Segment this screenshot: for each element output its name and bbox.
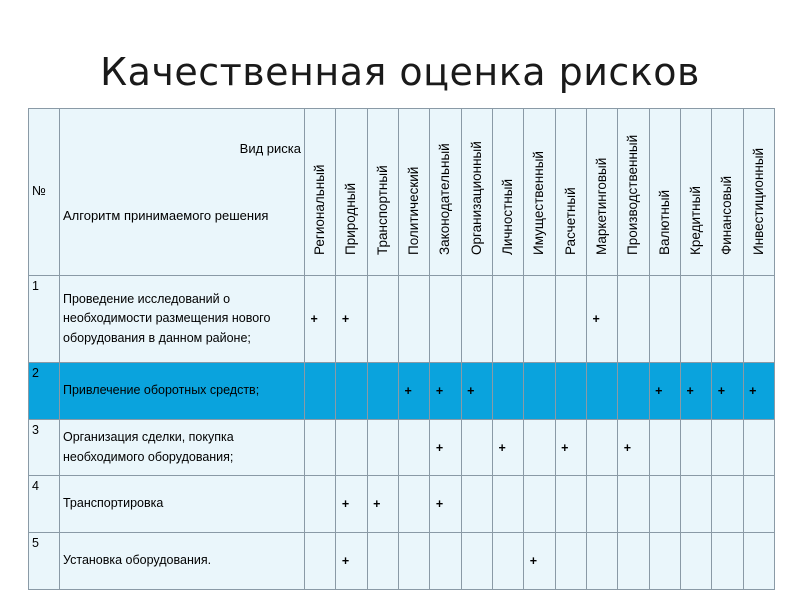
- risk-type-label: Транспортный: [374, 165, 390, 255]
- table-row: [29, 476, 775, 533]
- risk-type-label: Законодательный: [437, 143, 453, 255]
- risk-mark-cell: [586, 533, 617, 590]
- risk-mark: +: [529, 554, 538, 568]
- risk-type-label: Имущественный: [531, 151, 547, 255]
- header-column-8: [524, 109, 555, 276]
- risk-mark-cell: [743, 276, 774, 363]
- row-number: 4: [29, 476, 60, 533]
- risk-mark-cell: [649, 420, 680, 476]
- row-number: 3: [29, 420, 60, 476]
- risk-mark: +: [404, 384, 412, 398]
- risk-mark-cell: [618, 363, 649, 420]
- risk-mark-cell: [367, 420, 398, 476]
- header-num-label: №: [32, 183, 46, 198]
- risk-mark-cell: [618, 420, 649, 476]
- risk-mark-cell: [618, 533, 649, 590]
- header-column-12: [649, 109, 680, 276]
- risk-mark-cell: [305, 363, 336, 420]
- risk-mark-cell: [492, 476, 523, 533]
- risk-mark: +: [561, 440, 569, 455]
- header-num-cell: [29, 109, 60, 276]
- risk-mark-cell: [305, 533, 336, 590]
- risk-mark: +: [717, 384, 726, 398]
- risk-mark-cell: [524, 420, 555, 476]
- risk-mark-cell: [461, 420, 492, 476]
- risk-mark-cell: [461, 533, 492, 590]
- header-algorithm-cell: [60, 109, 305, 276]
- risk-mark: +: [341, 497, 350, 511]
- risk-mark: +: [373, 497, 381, 511]
- risk-mark-cell: [743, 363, 774, 420]
- risk-mark-cell: [586, 420, 617, 476]
- risk-mark-cell: [461, 476, 492, 533]
- risk-mark: +: [435, 384, 444, 398]
- risk-mark-cell: [555, 420, 586, 476]
- risk-mark-cell: [367, 476, 398, 533]
- risk-mark: +: [435, 440, 444, 455]
- risk-mark: +: [341, 312, 350, 326]
- risk-mark-cell: [649, 276, 680, 363]
- table-header-row: [29, 109, 775, 276]
- risk-mark-cell: [680, 533, 711, 590]
- risk-mark-cell: [336, 363, 367, 420]
- risk-mark-cell: [336, 276, 367, 363]
- risk-mark-cell: [743, 533, 774, 590]
- risk-type-label: Финансовый: [719, 175, 735, 255]
- risk-mark-cell: [586, 276, 617, 363]
- row-algorithm-text: Проведение исследований о необходимости размещения нового оборудования в данном районе;: [60, 276, 305, 363]
- risk-mark-cell: [712, 533, 743, 590]
- row-number: 2: [29, 363, 60, 420]
- risk-mark-cell: [492, 363, 523, 420]
- risk-mark: +: [467, 384, 475, 398]
- risk-type-label: Маркетинговый: [593, 157, 609, 255]
- risk-mark-cell: [305, 276, 336, 363]
- risk-type-label: Региональный: [312, 164, 327, 255]
- row-algorithm-text: Установка оборудования.: [60, 533, 305, 590]
- risk-mark-cell: [398, 420, 429, 476]
- risk-mark: +: [498, 440, 506, 455]
- risk-mark-cell: [712, 476, 743, 533]
- risk-mark-cell: [649, 533, 680, 590]
- risk-mark-cell: [680, 276, 711, 363]
- row-number: 5: [29, 533, 60, 590]
- risk-type-label: Расчетный: [562, 187, 578, 255]
- risk-mark-cell: [336, 420, 367, 476]
- risk-type-label: Кредитный: [687, 186, 703, 255]
- risk-mark-cell: [712, 363, 743, 420]
- header-column-7: [492, 109, 523, 276]
- risk-mark: +: [623, 440, 632, 455]
- header-column-4: [398, 109, 429, 276]
- risk-mark-cell: [336, 533, 367, 590]
- risk-mark-cell: [680, 363, 711, 420]
- risk-mark-cell: [649, 363, 680, 420]
- risk-type-label: Производственный: [625, 134, 641, 255]
- risk-mark-cell: [398, 533, 429, 590]
- risk-mark-cell: [398, 276, 429, 363]
- risk-mark: +: [341, 554, 350, 568]
- header-column-2: [336, 109, 367, 276]
- header-column-1: [305, 109, 336, 276]
- risk-mark-cell: [398, 476, 429, 533]
- risk-mark-cell: [555, 476, 586, 533]
- risk-mark-cell: [743, 420, 774, 476]
- header-column-9: [555, 109, 586, 276]
- table-row: [29, 363, 775, 420]
- risk-mark-cell: [430, 363, 461, 420]
- row-algorithm-text: Транспортировка: [60, 476, 305, 533]
- risk-mark-cell: [524, 363, 555, 420]
- risk-mark-cell: [430, 420, 461, 476]
- risk-type-label: Личностный: [499, 178, 515, 255]
- row-algorithm-text: Привлечение оборотных средств;: [60, 363, 305, 420]
- header-column-15: [743, 109, 774, 276]
- header-risk-type-label: Вид риска: [239, 141, 301, 156]
- header-column-5: [430, 109, 461, 276]
- row-number: 1: [29, 276, 60, 363]
- risk-mark-cell: [461, 363, 492, 420]
- header-column-6: [461, 109, 492, 276]
- page-title: Качественная оценка рисков: [100, 50, 700, 94]
- header-column-10: [586, 109, 617, 276]
- table-row: [29, 533, 775, 590]
- table-row: [29, 420, 775, 476]
- risk-mark-cell: [649, 476, 680, 533]
- row-algorithm-text: Организация сделки, покупка необходимого оборудования;: [60, 420, 305, 476]
- risk-type-label: Организационный: [468, 141, 484, 255]
- risk-mark-cell: [586, 476, 617, 533]
- risk-mark-cell: [712, 420, 743, 476]
- risk-mark: +: [435, 497, 444, 511]
- risk-mark-cell: [555, 276, 586, 363]
- risk-type-label: Валютный: [656, 189, 672, 255]
- risk-mark-cell: [367, 363, 398, 420]
- risk-type-label: Природный: [343, 182, 359, 255]
- risk-type-label: Инвестиционный: [750, 147, 766, 255]
- risk-mark-cell: [492, 420, 523, 476]
- risk-mark-cell: [492, 276, 523, 363]
- risk-mark: +: [686, 384, 694, 398]
- header-column-11: [618, 109, 649, 276]
- header-column-13: [680, 109, 711, 276]
- risk-mark-cell: [398, 363, 429, 420]
- risk-mark-cell: [680, 476, 711, 533]
- risk-mark-cell: [743, 476, 774, 533]
- risk-mark-cell: [618, 476, 649, 533]
- table-row: [29, 276, 775, 363]
- risk-mark-cell: [586, 363, 617, 420]
- risk-mark: +: [749, 384, 757, 398]
- risk-mark-cell: [367, 533, 398, 590]
- risk-mark-cell: [461, 276, 492, 363]
- risk-mark-cell: [430, 533, 461, 590]
- risk-mark-cell: [555, 533, 586, 590]
- risk-mark-cell: [618, 276, 649, 363]
- risk-mark-cell: [336, 476, 367, 533]
- risk-mark-cell: [680, 420, 711, 476]
- header-column-3: [367, 109, 398, 276]
- risk-mark-cell: [430, 276, 461, 363]
- risk-mark-cell: [430, 476, 461, 533]
- risk-mark-cell: [492, 533, 523, 590]
- risk-mark: +: [310, 312, 318, 326]
- risk-mark-cell: [524, 276, 555, 363]
- header-column-14: [712, 109, 743, 276]
- risk-mark-cell: [555, 363, 586, 420]
- risk-mark: +: [592, 312, 600, 326]
- risk-type-label: Политический: [405, 166, 421, 255]
- risk-mark-cell: [367, 276, 398, 363]
- risk-mark-cell: [305, 420, 336, 476]
- risk-mark-cell: [305, 476, 336, 533]
- risk-mark: +: [655, 384, 663, 398]
- risk-mark-cell: [524, 533, 555, 590]
- risk-mark-cell: [524, 476, 555, 533]
- header-algorithm-label: Алгоритм принимаемого решения: [63, 208, 269, 223]
- risk-table: [28, 108, 775, 590]
- risk-mark-cell: [712, 276, 743, 363]
